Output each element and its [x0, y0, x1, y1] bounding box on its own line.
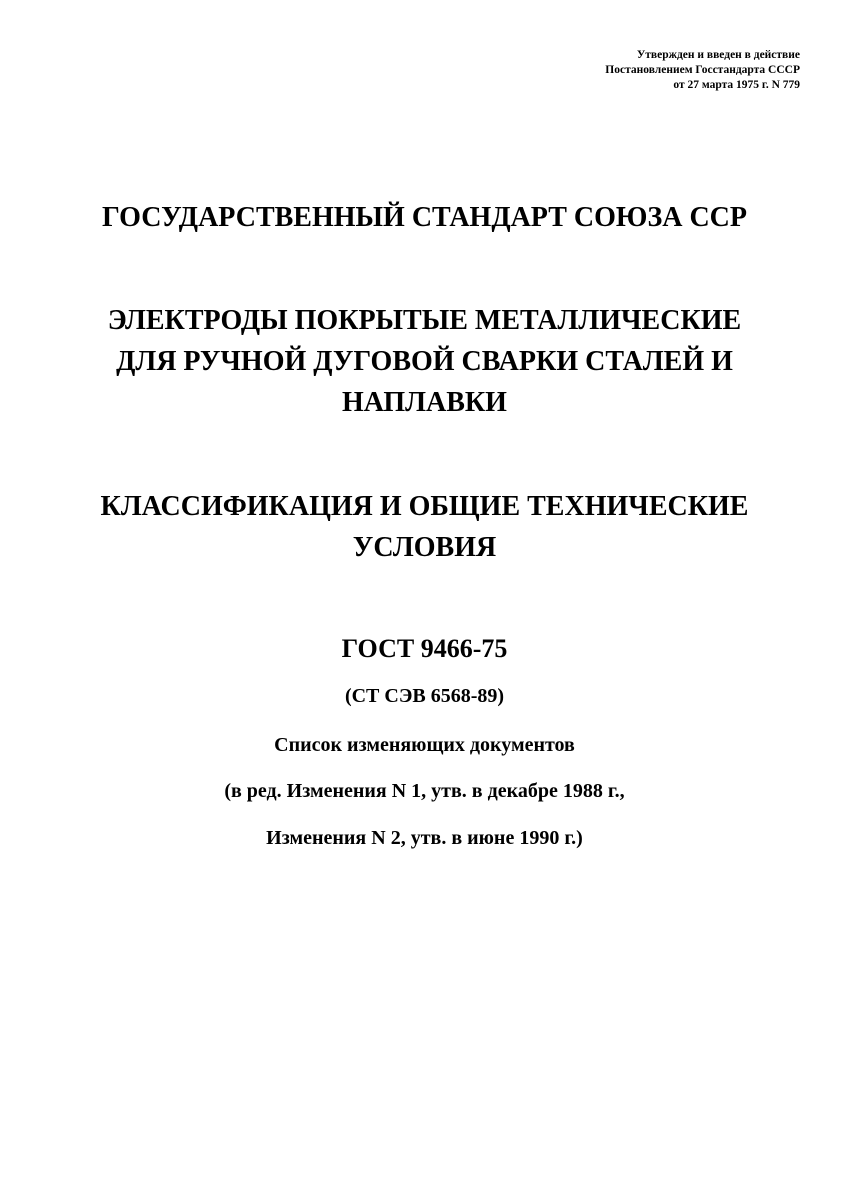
changes-line-2: Изменения N 2, утв. в июне 1990 г.)	[266, 827, 583, 849]
approval-line-2: Постановлением Госстандарта СССР	[605, 64, 800, 76]
changes-line-1: (в ред. Изменения N 1, утв. в декабре 1988 г.,	[224, 780, 625, 802]
st-sev-number: (СТ СЭВ 6568-89)	[344, 685, 505, 707]
approval-note	[605, 48, 800, 93]
title-line-2: ДЛЯ РУЧНОЙ ДУГОВОЙ СВАРКИ СТАЛЕЙ И	[116, 346, 733, 377]
document-title	[0, 300, 849, 423]
gost-number: ГОСТ 9466-75	[341, 634, 508, 663]
title-line-3: НАПЛАВКИ	[342, 387, 507, 418]
subtitle-line-1: КЛАССИФИКАЦИЯ И ОБЩИЕ ТЕХНИЧЕСКИЕ	[100, 491, 749, 522]
title-line-1: ЭЛЕКТРОДЫ ПОКРЫТЫЕ МЕТАЛЛИЧЕСКИЕ	[107, 305, 742, 336]
subtitle-line-2: УСЛОВИЯ	[352, 532, 497, 563]
changes-heading: Список изменяющих документов	[274, 734, 575, 756]
approval-line-1: Утвержден и введен в действие	[636, 49, 800, 61]
approval-line-3: от 27 марта 1975 г. N 779	[673, 79, 800, 91]
document-subtitle	[0, 486, 849, 568]
state-standard-heading: ГОСУДАРСТВЕННЫЙ СТАНДАРТ СОЮЗА ССР	[102, 202, 747, 233]
